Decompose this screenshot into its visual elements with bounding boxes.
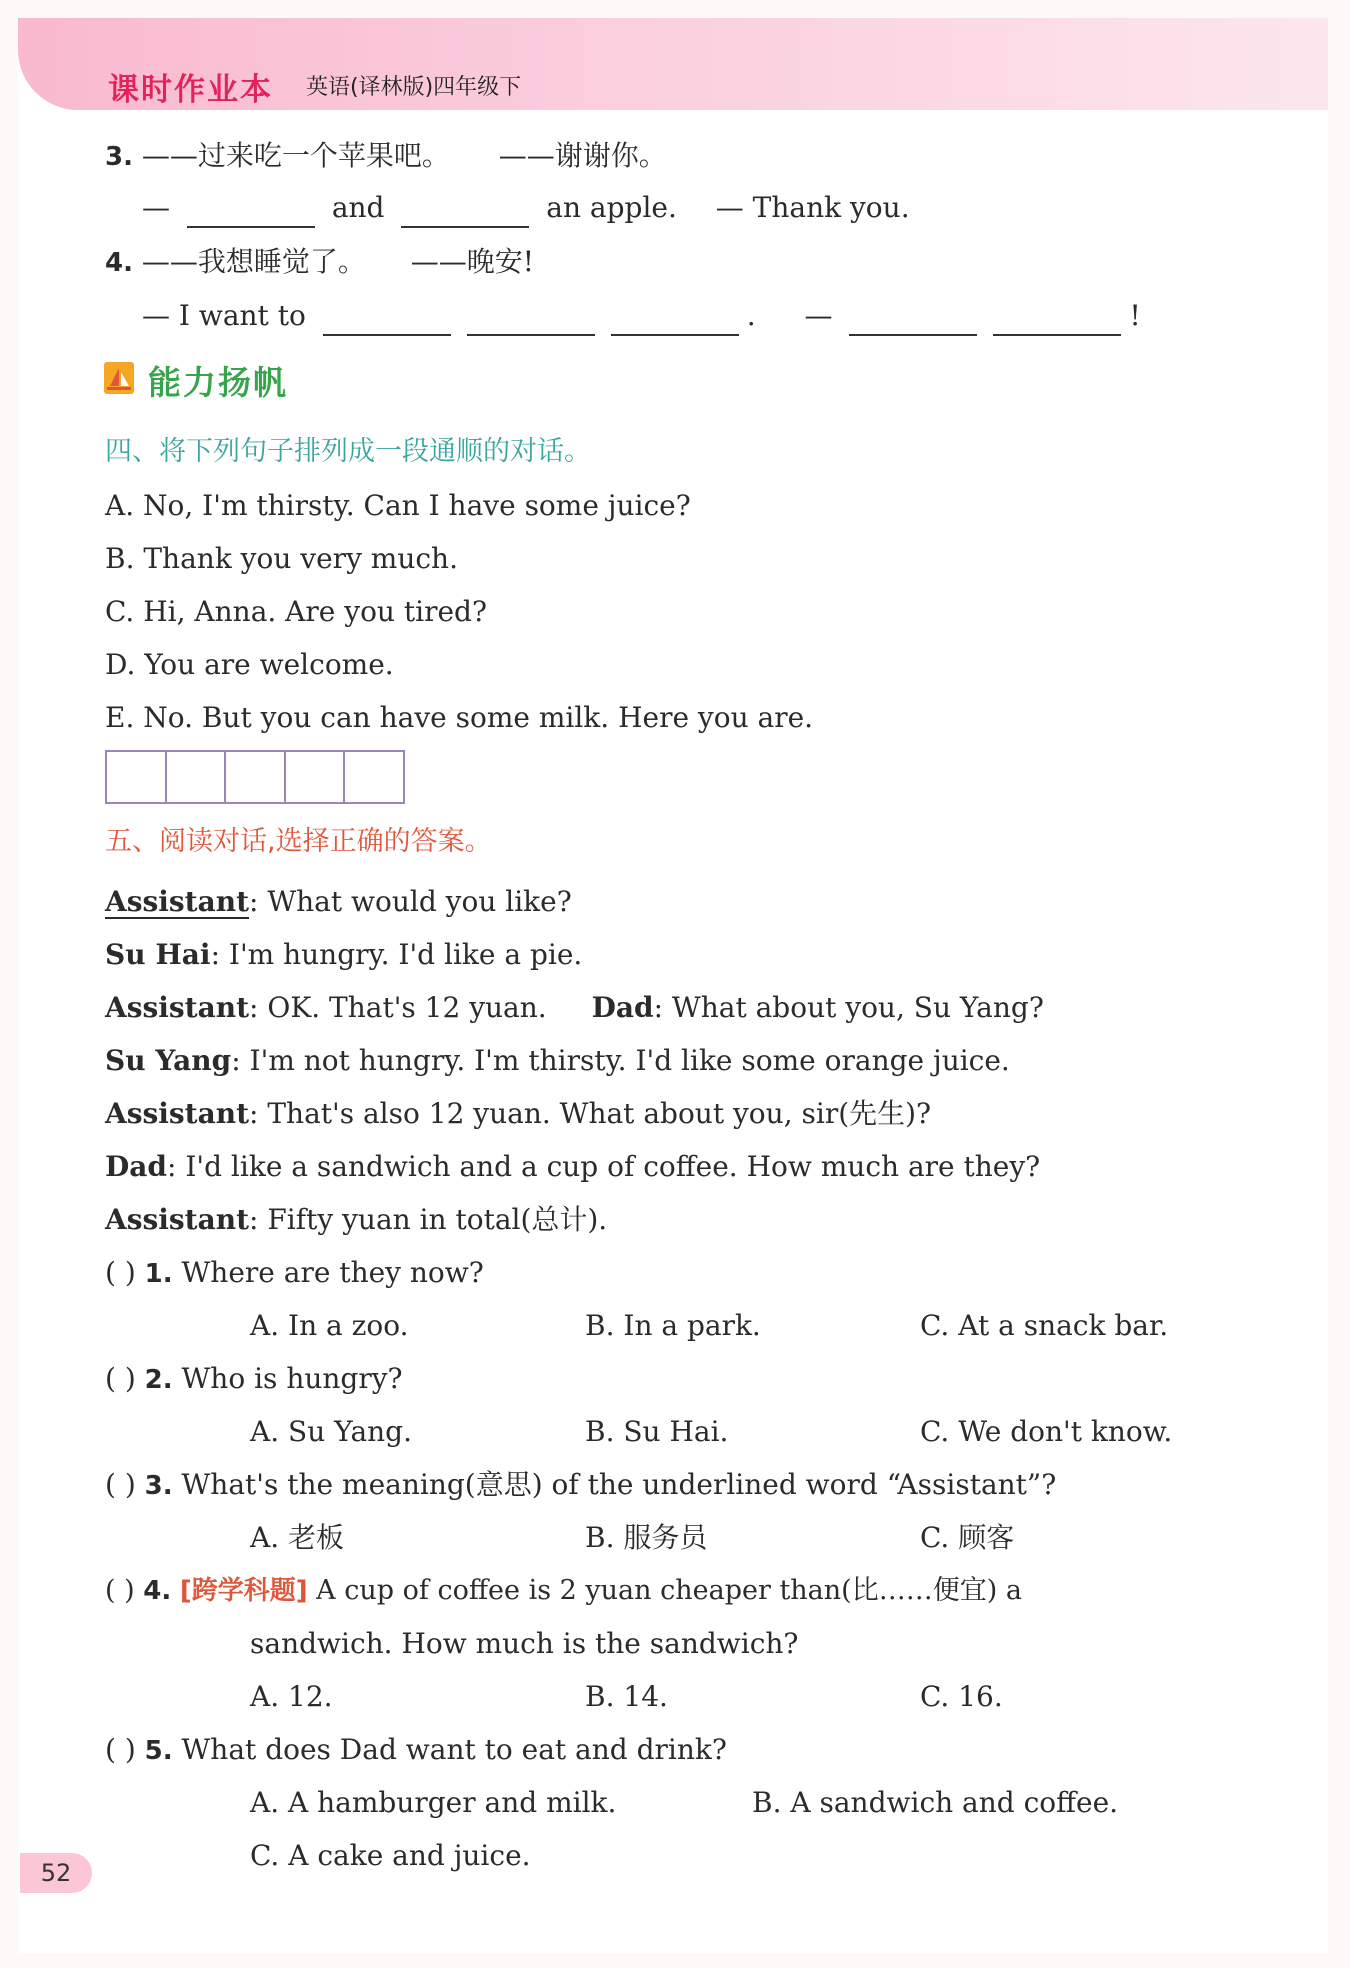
dialogue-line: Su Yang: I'm not hungry. I'm thirsty. I'd like some orange juice. (105, 1044, 1010, 1077)
mcq5-option-c: C. A cake and juice. (250, 1839, 531, 1872)
mcq-question-5: ( ) 5. What does Dad want to eat and drink? (105, 1733, 727, 1766)
answer-blank[interactable] (401, 196, 529, 228)
mcq-question-1: ( ) 1. Where are they now? (105, 1256, 484, 1289)
answer-blank[interactable] (323, 304, 451, 336)
cross-subject-tag: [跨学科题] (179, 1576, 308, 1606)
speaker-assistant: Assistant (105, 885, 250, 918)
mcq5-option-a: A. A hamburger and milk. (250, 1786, 617, 1819)
mcq2-option-b: B. Su Hai. (585, 1415, 729, 1448)
q4-chinese: 4. ——我想睡觉了。 ——晚安! (105, 245, 535, 278)
answer-paren[interactable]: ( ) (105, 1468, 136, 1501)
mcq1-option-b: B. In a park. (585, 1309, 761, 1342)
option-d: D. You are welcome. (105, 648, 394, 681)
q3-chinese: 3. ——过来吃一个苹果吧。 ——谢谢你。 (105, 139, 667, 172)
answer-box[interactable] (107, 752, 167, 802)
mcq-question-4: ( ) 4. [跨学科题] A cup of coffee is 2 yuan cheaper than(比……便宜) a (105, 1575, 1022, 1606)
book-title: 英语(译林版)四年级下 (306, 75, 522, 100)
answer-blank[interactable] (611, 304, 739, 336)
answer-paren[interactable]: ( ) (105, 1256, 136, 1289)
mcq4-option-a: A. 12. (250, 1680, 333, 1713)
option-e: E. No. But you can have some milk. Here you are. (105, 701, 814, 734)
answer-box[interactable] (286, 752, 346, 802)
mcq2-option-c: C. We don't know. (920, 1415, 1173, 1448)
order-answer-boxes (105, 750, 405, 804)
dialogue-line: Assistant: What would you like? (105, 885, 572, 918)
answer-blank[interactable] (993, 304, 1121, 336)
brand-title: 课时作业本 (108, 72, 273, 108)
q4-english: — I want to . — ! (142, 296, 1141, 336)
dialogue-line: Assistant: That's also 12 yuan. What about you, sir(先生)? (105, 1097, 932, 1130)
option-c: C. Hi, Anna. Are you tired? (105, 595, 487, 628)
answer-box[interactable] (345, 752, 403, 802)
option-b: B. Thank you very much. (105, 542, 458, 575)
answer-box[interactable] (226, 752, 286, 802)
answer-paren[interactable]: ( ) (105, 1733, 136, 1766)
dialogue-line: Assistant: OK. That's 12 yuan. Dad: What about you, Su Yang? (105, 991, 1044, 1024)
mcq2-option-a: A. Su Yang. (250, 1415, 412, 1448)
mcq3-option-a: A. 老板 (250, 1521, 345, 1554)
answer-paren[interactable]: ( ) (105, 1362, 136, 1395)
dialogue-line: Assistant: Fifty yuan in total(总计). (105, 1203, 608, 1236)
mcq-question-4-cont: sandwich. How much is the sandwich? (250, 1627, 799, 1660)
answer-paren[interactable]: ( ) (105, 1575, 135, 1606)
q5-heading: 五、阅读对话,选择正确的答案。 (105, 826, 492, 857)
q4-heading: 四、将下列句子排列成一段通顺的对话。 (105, 436, 591, 467)
answer-box[interactable] (167, 752, 227, 802)
answer-blank[interactable] (467, 304, 595, 336)
mcq5-option-b: B. A sandwich and coffee. (752, 1786, 1119, 1819)
mcq1-option-a: A. In a zoo. (250, 1309, 409, 1342)
answer-blank[interactable] (849, 304, 977, 336)
sail-icon (104, 362, 134, 394)
mcq3-option-c: C. 顾客 (920, 1521, 1015, 1554)
dialogue-line: Su Hai: I'm hungry. I'd like a pie. (105, 938, 583, 971)
page-header (18, 18, 1328, 110)
answer-blank[interactable] (187, 196, 315, 228)
mcq-question-2: ( ) 2. Who is hungry? (105, 1362, 403, 1395)
q3-english: — and an apple. — Thank you. (142, 188, 910, 228)
page-number: 52 (20, 1853, 92, 1893)
section-title: 能力扬帆 (148, 363, 288, 402)
mcq1-option-c: C. At a snack bar. (920, 1309, 1169, 1342)
mcq3-option-b: B. 服务员 (585, 1521, 708, 1554)
mcq4-option-c: C. 16. (920, 1680, 1003, 1713)
mcq-question-3: ( ) 3. What's the meaning(意思) of the underlined word “Assistant”? (105, 1468, 1057, 1501)
dialogue-line: Dad: I'd like a sandwich and a cup of coffee. How much are they? (105, 1150, 1041, 1183)
option-a: A. No, I'm thirsty. Can I have some juice? (105, 489, 691, 522)
mcq4-option-b: B. 14. (585, 1680, 668, 1713)
